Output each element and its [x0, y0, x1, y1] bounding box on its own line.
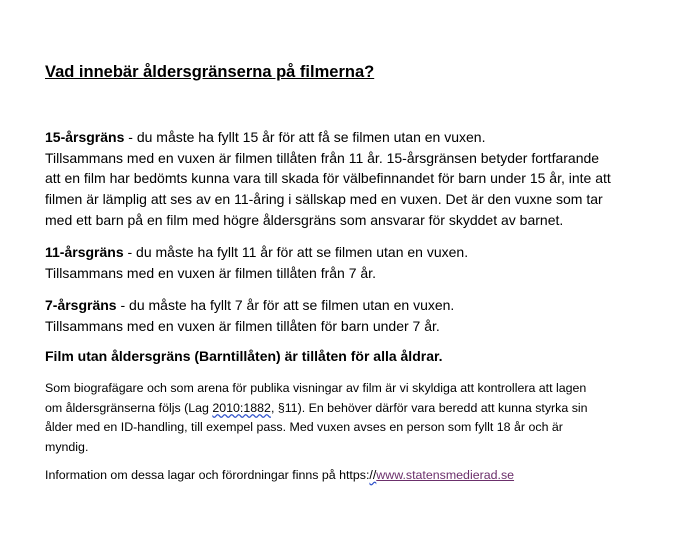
no-age-limit-bold: Film utan åldersgräns (Barntillåten) är tillåten för alla åldrar. [45, 348, 443, 364]
info-slashes: // [369, 468, 377, 482]
legal-line: ålder med en ID-handling, till exempel pass. Med vuxen avses en person som fyllt 18 år och är [45, 420, 563, 434]
statensmedierad-link[interactable]: www.statensmedierad.se [376, 468, 515, 482]
section-11-first-line [45, 242, 665, 263]
section-11 [45, 242, 665, 283]
section-15-line: filmen är lämplig att ses av en 11-åring i sällskap med en vuxen. Det är den vuxne som tar [45, 191, 603, 208]
section-15-first-line [45, 127, 665, 148]
info-prefix: Information om dessa lagar och förordningar finns på https: [45, 468, 370, 482]
section-15 [45, 127, 665, 231]
section-11-line: Tillsammans med en vuxen är filmen tillåten från 7 år. [45, 264, 376, 281]
section-7-intro: - du måste ha fyllt 7 år för att se filmen utan en vuxen. [116, 297, 455, 313]
legal-paragraph [45, 379, 665, 457]
legal-line: myndig. [45, 439, 89, 454]
no-age-limit-text [45, 346, 665, 367]
section-15-intro: - du måste ha fyllt 15 år för att få se filmen utan en vuxen. [124, 129, 486, 145]
info-line [45, 466, 665, 486]
section-7-first-line [45, 295, 665, 316]
section-11-heading: 11-årsgräns [45, 244, 124, 260]
section-15-heading: 15-årsgräns [45, 129, 125, 145]
page-title: Vad innebär åldersgränserna på filmerna? [45, 63, 375, 81]
section-7-heading: 7-årsgräns [45, 297, 117, 313]
section-7 [45, 295, 665, 336]
law-reference: 2010:1882 [212, 400, 271, 415]
section-15-line: med ett barn på en film med högre åldersgräns som ansvarar för skyddet av barnet. [45, 211, 564, 228]
section-11-intro: - du måste ha fyllt 11 år för att se filmen utan en vuxen. [123, 244, 469, 260]
legal-line: Som biografägare och som arena för publika visningar av film är vi skyldiga att kontrollera att lagen [45, 381, 587, 395]
section-15-line: att en film har bedömts kunna vara till skada för välbefinnandet för barn under 15 år, inte att [45, 170, 611, 187]
legal-line-2-end: , §11). En behöver därför vara beredd att kunna styrka sin [270, 400, 588, 415]
section-15-line: Tillsammans med en vuxen är filmen tillåten från 11 år. 15-årsgränsen betyder fortfarande [45, 149, 600, 166]
legal-line-2 [45, 399, 665, 419]
legal-line-2-start: om åldersgränserna följs (Lag [45, 400, 213, 415]
section-7-line: Tillsammans med en vuxen är filmen tillåten för barn under 7 år. [45, 317, 440, 334]
